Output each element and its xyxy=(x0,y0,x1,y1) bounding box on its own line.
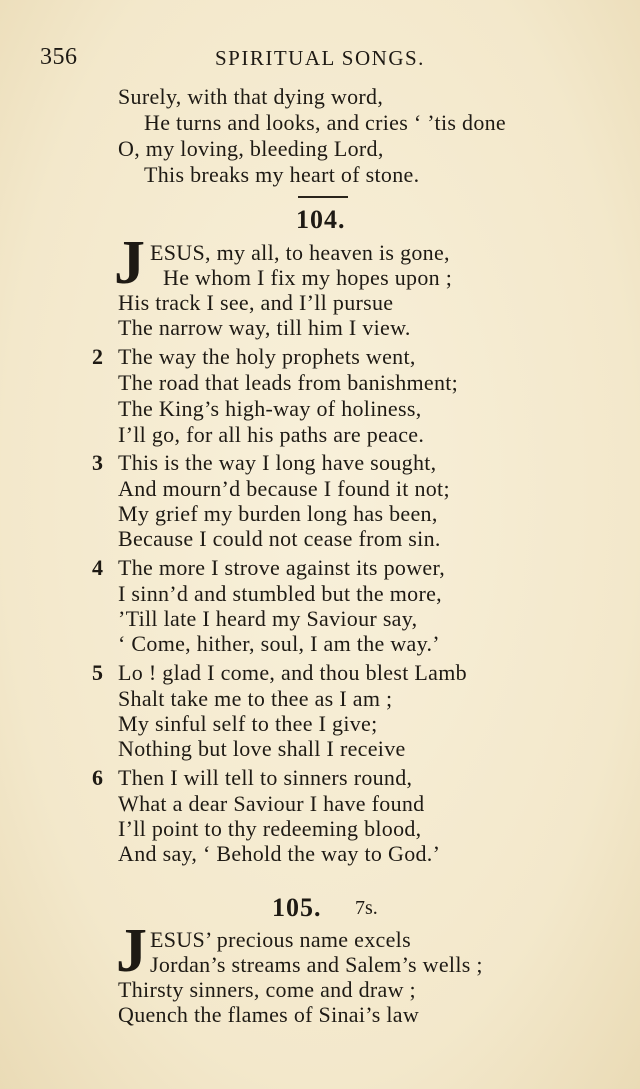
verse-line: Lo ! glad I come, and thou blest Lamb xyxy=(118,660,467,685)
drop-cap: J xyxy=(116,917,147,985)
verse-number: 4 xyxy=(92,555,103,580)
verse-number: 2 xyxy=(92,344,103,369)
verse-line: My grief my burden long has been, xyxy=(118,501,438,526)
section-rule xyxy=(298,196,348,198)
verse-number: 5 xyxy=(92,660,103,685)
verse-line: He whom I fix my hopes upon ; xyxy=(163,265,453,290)
drop-cap: J xyxy=(114,229,145,297)
hymn-number-105: 105. xyxy=(272,893,322,922)
verse-line: His track I see, and I’ll pursue xyxy=(118,290,394,315)
verse-line: He turns and looks, and cries ‘ ’tis done xyxy=(144,110,506,135)
verse-line: What a dear Saviour I have found xyxy=(118,791,425,816)
verse-line: ’Till late I heard my Saviour say, xyxy=(118,606,418,631)
page-header xyxy=(0,44,640,74)
verse-line: My sinful self to thee I give; xyxy=(118,711,378,736)
verse-line: The way the holy prophets went, xyxy=(118,344,416,369)
verse-line: Then I will tell to sinners round, xyxy=(118,765,413,790)
verse-line: ESUS, my all, to heaven is gone, xyxy=(150,240,450,265)
verse-line: Because I could not cease from sin. xyxy=(118,526,441,551)
verse-line: This breaks my heart of stone. xyxy=(144,162,420,187)
verse-line: I’ll go, for all his paths are peace. xyxy=(118,422,425,447)
verse-line: Surely, with that dying word, xyxy=(118,84,384,109)
verse-line: Jordan’s streams and Salem’s wells ; xyxy=(150,952,483,977)
verse-line: I sinn’d and stumbled but the more, xyxy=(118,581,442,606)
verse-line: ‘ Come, hither, soul, I am the way.’ xyxy=(118,631,440,656)
verse-line: This is the way I long have sought, xyxy=(118,450,437,475)
page-number: 356 xyxy=(40,44,78,70)
verse-line: Nothing but love shall I receive xyxy=(118,736,406,761)
verse-line: ESUS’ precious name excels xyxy=(150,927,411,952)
verse-number: 6 xyxy=(92,765,103,790)
hymn-meter: 7s. xyxy=(355,897,378,919)
verse-number: 3 xyxy=(92,450,103,475)
verse-line: The King’s high-way of holiness, xyxy=(118,396,422,421)
running-head: SPIRITUAL SONGS. xyxy=(215,46,425,70)
verse-line: Thirsty sinners, come and draw ; xyxy=(118,977,416,1002)
verse-line: And say, ‘ Behold the way to God.’ xyxy=(118,841,441,866)
verse-line: Shalt take me to thee as I am ; xyxy=(118,686,393,711)
verse-line: The more I strove against its power, xyxy=(118,555,445,580)
verse-line: I’ll point to thy redeeming blood, xyxy=(118,816,422,841)
hymn-number-104: 104. xyxy=(296,205,346,234)
verse-line: Quench the flames of Sinai’s law xyxy=(118,1002,420,1027)
verse-line: The narrow way, till him I view. xyxy=(118,315,411,340)
verse-line: O, my loving, bleeding Lord, xyxy=(118,136,384,161)
verse-line: And mourn’d because I found it not; xyxy=(118,476,450,501)
verse-line: The road that leads from banishment; xyxy=(118,370,459,395)
